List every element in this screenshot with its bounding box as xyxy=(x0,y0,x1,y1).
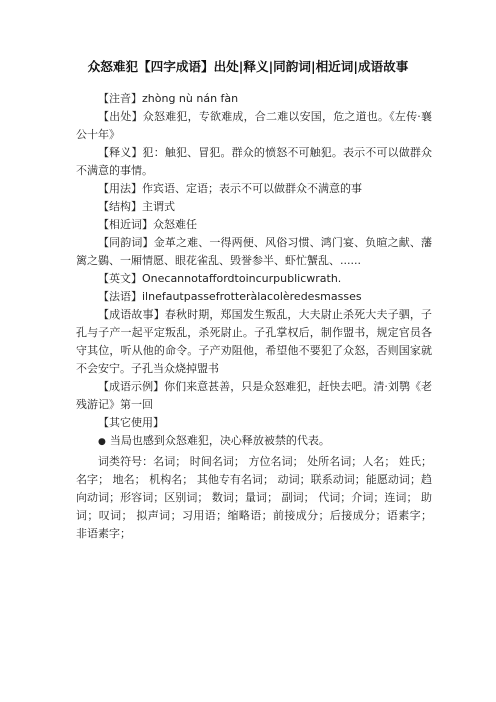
document-body xyxy=(76,90,432,543)
pinyin-paragraph: 【注音】zhòng nù nán fàn xyxy=(98,92,239,105)
meaning-paragraph: 【释义】犯：触犯、冒犯。群众的愤怒不可触犯。表示不可以做群众不满意的事情。 xyxy=(76,146,432,177)
rhyme-words-paragraph: 【同韵词】金革之难、一得两便、风俗习惯、鸿门宴、负暄之献、藩篱之鷃、一厢情愿、眼花雀乱、毁誉参半、虾忙蟹乱、...... xyxy=(76,236,432,267)
structure-paragraph: 【结构】主谓式 xyxy=(98,200,175,213)
usage-bullet xyxy=(76,432,432,451)
usage-paragraph: 【用法】作宾语、定语；表示不可以做群众不满意的事 xyxy=(98,182,362,195)
bullet-icon: ● xyxy=(98,437,106,447)
usage-bullet-text: 当局也感到众怒难犯，决心释放被禁的代表。 xyxy=(109,434,330,447)
source-paragraph: 【出处】众怒难犯，专欲难成，合二难以安国，危之道也。《左传·襄公十年》 xyxy=(76,110,432,141)
similar-words-paragraph: 【相近词】众怒难任 xyxy=(98,218,197,231)
other-usage-heading: 【其它使用】 xyxy=(98,416,164,429)
example-paragraph: 【成语示例】你们来意甚善，只是众怒难犯，赶快去吧。清·刘鹗《老残游记》第一回 xyxy=(76,380,432,411)
english-paragraph: 【英文】Onecannotaffordtoincurpublicwrath. xyxy=(98,272,342,285)
story-paragraph: 【成语故事】春秋时期，郑国发生叛乱，大夫尉止杀死大夫子驷，子孔与子产一起平定叛乱，杀死尉止。子孔掌权后，制作盟书，规定官员各守其位，听从他的命令。子产劝阻他，希望他不要犯了众怒，否则国家就不会安宁。子孔当众烧掉盟书 xyxy=(76,308,432,375)
french-paragraph: 【法语】ilnefautpassefrotteràlacolèredesmasses xyxy=(98,290,362,303)
word-classes-paragraph: 词类符号：名词； 时间名词； 方位名词； 处所名词；人名； 姓氏； 名字； 地名； 机构名； 其他专有名词； 动词；联系动词；能愿动词；趋向动词；形容词；区别词； 数词；量词； 副词； 代词；介词；连词； 助词；叹词； 拟声词；习用语；缩略语；前接成分；后接成分；语素字； 非语素字； xyxy=(76,455,432,540)
page-title: 众怒难犯【四字成语】出处|释义|同韵词|相近词|成语故事 xyxy=(87,59,409,74)
